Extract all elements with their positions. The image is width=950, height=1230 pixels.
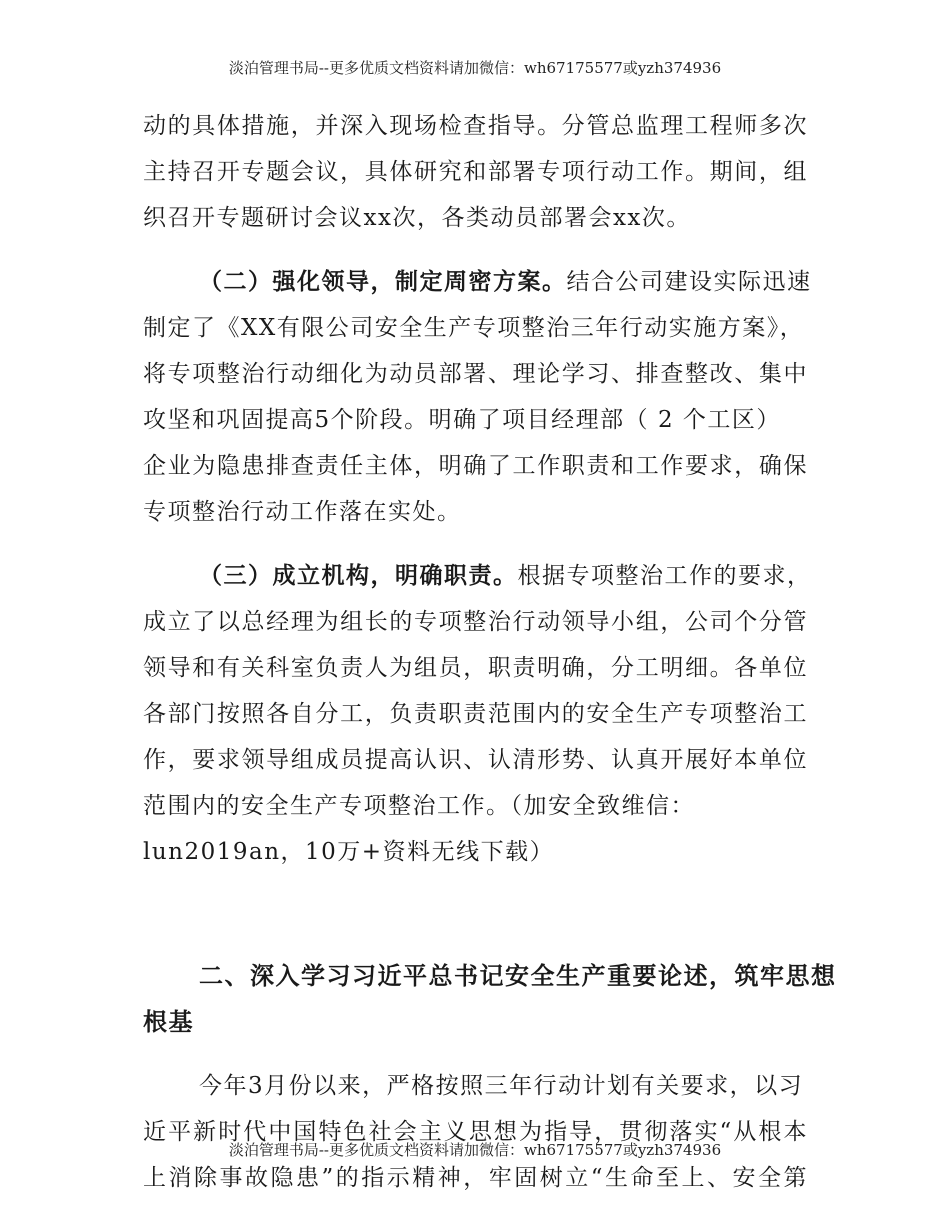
paragraph-line: 企业为隐患排查责任主体，明确了工作职责和工作要求，确保	[143, 453, 808, 479]
paragraph-line: 各部门按照各自分工，负责职责范围内的安全生产专项整治工	[143, 701, 808, 727]
paragraph-line: 主持召开专题会议，具体研究和部署专项行动工作。期间，组	[143, 159, 808, 185]
section-3-first-line	[143, 553, 812, 599]
paragraph-line: 上消除事故隐患”的指示精神，牢固树立“生命至上、安全第	[143, 1165, 808, 1191]
paragraph-line: 动的具体措施，并深入现场检查指导。分管总监理工程师多次	[143, 113, 808, 139]
section-3-first-rest: 根据专项整治工作的要求，	[517, 563, 812, 589]
section-2-first-line	[143, 259, 812, 305]
page-header-watermark: 淡泊管理书局--更多优质文档资料请加微信：wh67175577或yzh374936	[228, 59, 722, 77]
section-2-first-rest: 结合公司建设实际迅速	[566, 269, 812, 295]
section-3-lead: （三）成立机构，明确职责。	[199, 562, 518, 589]
paragraph-line: 成立了以总经理为组长的专项整治行动领导小组，公司个分管	[143, 609, 808, 635]
paragraph-line: lun2019an，10万+资料无线下载）	[143, 839, 555, 865]
document-body	[143, 103, 837, 1201]
paragraph-line: 攻坚和巩固提高5个阶段。明确了项目经理部（ 2 个工区）	[143, 407, 781, 433]
paragraph-line: 领导和有关科室负责人为组员，职责明确，分工明细。各单位	[143, 655, 808, 681]
section-2-lead: （二）强化领导，制定周密方案。	[199, 268, 567, 295]
paragraph-line: 制定了《XX有限公司安全生产专项整治三年行动实施方案》，	[143, 315, 805, 341]
paragraph-line: 范围内的安全生产专项整治工作。（加安全致维信：	[143, 793, 695, 819]
paragraph-line: 织召开专题研讨会议xx次，各类动员部署会xx次。	[143, 205, 691, 231]
paragraph-line: 近平新时代中国特色社会主义思想为指导，贯彻落实“从根本	[143, 1119, 808, 1145]
paragraph-line: 将专项整治行动细化为动员部署、理论学习、排查整改、集中	[143, 361, 808, 387]
section-heading-2: 二、深入学习习近平总书记安全生产重要论述，筑牢思想	[199, 961, 837, 990]
page-footer-watermark: 淡泊管理书局--更多优质文档资料请加微信：wh67175577或yzh374936	[228, 1141, 722, 1159]
paragraph-line: 今年3月份以来，严格按照三年行动计划有关要求，以习	[199, 1073, 804, 1099]
paragraph-line: 作，要求领导组成员提高认识、认清形势、认真开展好本单位	[143, 747, 808, 773]
section-heading-2-continued: 根基	[143, 1007, 194, 1036]
paragraph-line: 专项整治行动工作落在实处。	[143, 499, 462, 525]
